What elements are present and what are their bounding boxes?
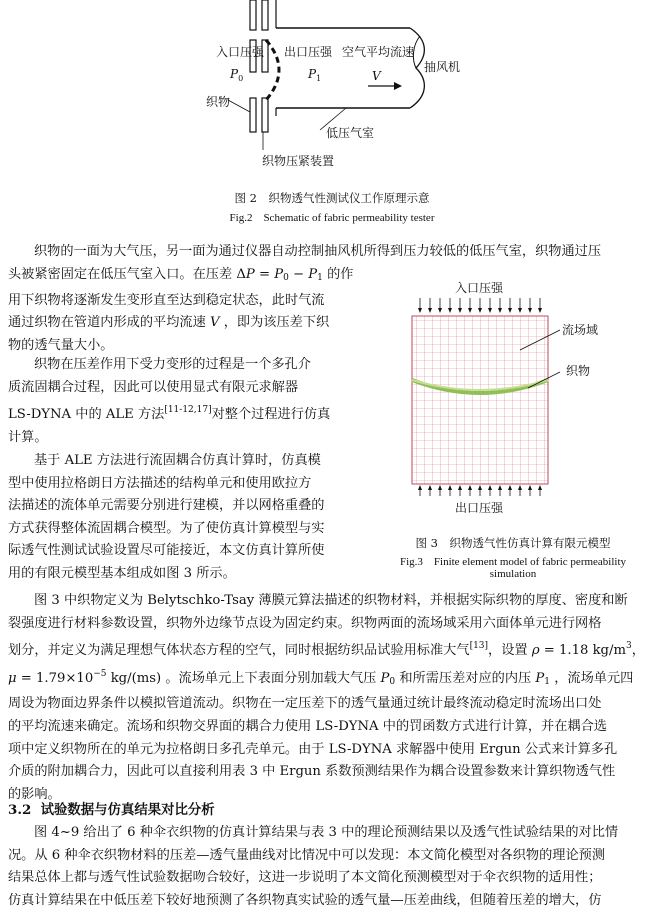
fig3-caption-en-2: simulation xyxy=(489,568,537,580)
text-line: 周设为物面边界条件以模拟管道流动。织物在一定压差下的透气量通过统计最终流动稳定时流场出口处 xyxy=(8,696,602,712)
fig2-inlet-label: 入口压强 xyxy=(216,45,265,59)
section-title: 试验数据与仿真结果对比分析 xyxy=(40,802,215,818)
clamp-top-left xyxy=(250,0,256,30)
fig2-clamp-label: 织物压紧装置 xyxy=(262,154,335,168)
fig2-fan-label: 抽风机 xyxy=(424,60,461,74)
text-line: 织物的一面为大气压，另一面为通过仪器自动控制抽风机所得到压力较低的低压气室，织物通过压 xyxy=(34,244,602,259)
text-line: 质流固耦合过程，因此可以使用显式有限元求解器 xyxy=(8,379,299,395)
fig2-caption-zh: 图 2 织物透气性测试仪工作原理示意 xyxy=(234,191,430,205)
fig2-schematic xyxy=(180,0,480,180)
text-line: 结果总体上都与透气性试验数据吻合较好，这进一步说明了本文简化预测模型对于伞衣织物的适用性； xyxy=(8,870,602,886)
text-line: 用的有限元模型基本组成如图 3 所示。 xyxy=(8,565,236,581)
fig3-fe-model xyxy=(400,280,640,520)
text-line: 型中使用拉格朗日方法描述的结构单元和使用欧拉方 xyxy=(8,475,312,491)
fig3-flow-domain-label: 流场域 xyxy=(562,323,599,337)
clamp-bottom-left xyxy=(250,98,256,132)
text-line: 际透气性测试试验设置尽可能接近，本文仿真计算所使 xyxy=(8,543,325,559)
paragraph-3 xyxy=(8,450,358,586)
text-line: 介质的附加耦合力，因此可以直接利用表 3 中 Ergun 系数预测结果作为耦合设置参数来计算织物透气性 xyxy=(8,764,616,780)
fig2-fabric-label: 织物 xyxy=(206,95,231,109)
text-line: 通过织物在管道内形成的平均流速 V ，即为该压差下织 xyxy=(8,315,330,331)
text-line: 裂强度进行材料参数设置，织物外边缘节点设为固定约束。织物两面的流场域采用六面体单元进行网格 xyxy=(8,615,602,631)
text-line: $\mu = 1.79\times 10^{-5}$ kg/(ms) 。流场单元上下表面分别加载大气压 $P_0$ 和所需压差对应的内压 $P_1$ ，流场单元四 xyxy=(8,668,634,687)
text-line: 头被紧密固定在低压气室入口。在压差 $\Delta P = P_0 - P_1$ 的作 xyxy=(8,267,354,283)
text-line: 的影响。 xyxy=(8,786,61,802)
text-line: LS-DYNA 中的 ALE 方法[11-12,17]对整个过程进行仿真 xyxy=(8,405,331,423)
text-line: 仿真计算结果在中低压差下较好地预测了各织物真实试验的透气量—压差曲线，但随着压差的增大，仿 xyxy=(8,892,602,908)
paragraph-4 xyxy=(8,590,656,806)
fig2-velocity-label: 空气平均流速 xyxy=(342,45,415,59)
text-line: 图 3 中织物定义为 Belytschko-Tsay 薄膜元算法描述的织物材料，并根据实际织物的厚度、密度和断 xyxy=(34,593,628,608)
fig2-caption-en: Fig.2 Schematic of fabric permeability tester xyxy=(229,212,435,224)
text-line: 的平均流速来确定。流场和织物交界面的耦合力使用 LS-DYNA 中的罚函数方式进行计算，并在耦合选 xyxy=(8,718,607,734)
text-line: 织物在压差作用下受力变形的过程是一个多孔介 xyxy=(34,357,311,372)
flow-domain-mesh xyxy=(412,316,548,484)
fig3-inlet-label: 入口压强 xyxy=(455,281,504,295)
fig2-p1-label: $P_1$ xyxy=(308,67,322,83)
text-line: 物的透气量大小。 xyxy=(8,337,114,353)
text-line: 项中定义织物所在的单元为拉格朗日多孔壳单元。由于 LS-DYNA 求解器中使用 Ergun 公式来计算多孔 xyxy=(8,741,618,757)
text-line: 基于 ALE 方法进行流固耦合仿真计算时，仿真模 xyxy=(34,453,321,468)
clamp-top-right xyxy=(262,0,268,30)
text-line: 计算。 xyxy=(8,429,48,445)
section-number: 3.2 xyxy=(8,802,32,818)
text-line: 况。从 6 种伞衣织物材料的压差—透气量曲线对比情况中可以发现：本文简化模型对各织物的理论预测 xyxy=(8,847,606,863)
fig3-outlet-label: 出口压强 xyxy=(455,501,504,515)
text-line: 划分，并定义为满足理想气体状态方程的空气，同时根据纺织品试验用标准大气[13]，设置 ρ = 1.18 $kg/m^3$， xyxy=(8,641,645,659)
text-line: 方式获得整体流固耦合模型。为了使仿真计算模型与实 xyxy=(8,520,325,536)
fig2-v-label: V xyxy=(372,69,381,83)
fig2-p0-label: $P_0$ xyxy=(230,67,244,83)
fig3-caption-en-1: Fig.3 Finite element model of fabric permeability xyxy=(399,556,627,568)
fig3-caption-zh: 图 3 织物透气性仿真计算有限元模型 xyxy=(415,536,611,550)
paragraph-1-cont xyxy=(8,264,358,357)
fig3-fabric-label: 织物 xyxy=(566,364,591,378)
paragraph-2 xyxy=(8,354,358,449)
text-line: 法描述的流体单元需要分别进行建模，并以网格重叠的 xyxy=(8,498,325,514)
paragraph-5 xyxy=(8,822,656,912)
fig2-chamber-label: 低压气室 xyxy=(326,126,375,140)
fig2-outlet-label: 出口压强 xyxy=(284,45,333,59)
text-line: 图 4~9 给出了 6 种伞衣织物的仿真计算结果与表 3 中的理论预测结果以及透气性试验结果的对比情 xyxy=(34,825,619,840)
text-line: 用下织物将逐渐发生变形直至达到稳定状态，此时气流 xyxy=(8,292,325,308)
section-heading xyxy=(8,799,215,818)
clamp-bottom-right xyxy=(262,98,268,132)
paragraph-1 xyxy=(8,241,656,264)
